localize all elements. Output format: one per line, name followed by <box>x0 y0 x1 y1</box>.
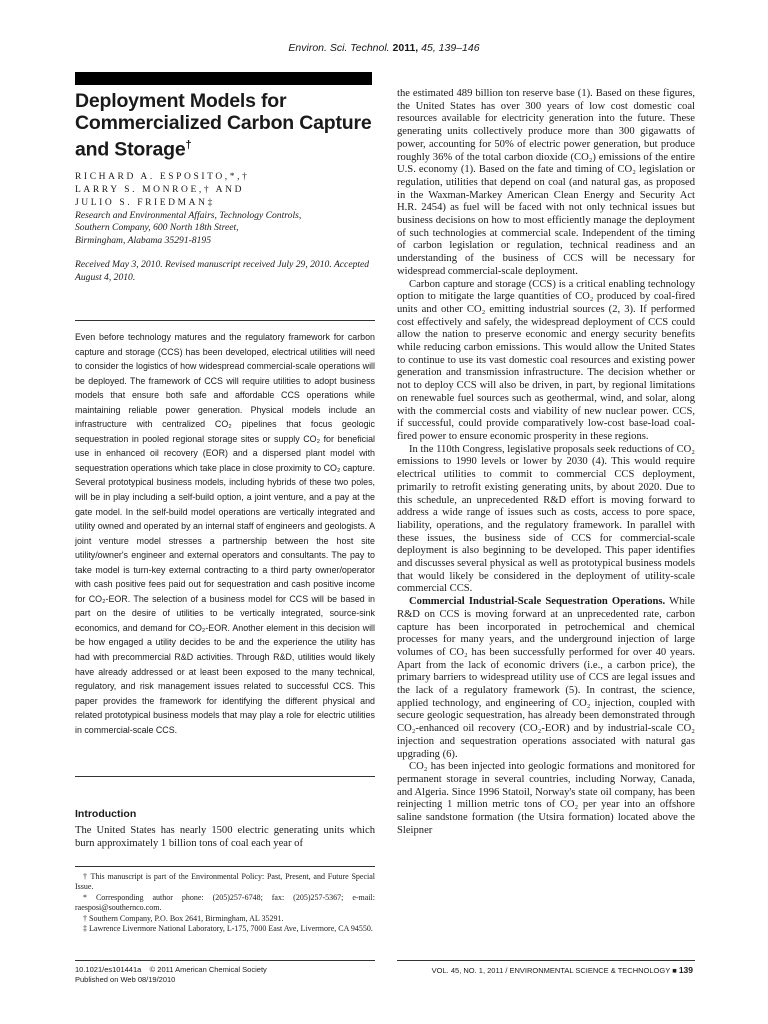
title-footnote-mark: † <box>185 139 192 151</box>
paragraph-3: In the 110th Congress, legislative proposals seek reductions of CO₂ emissions to 1990 levels or lower by 2030 (4). This would require electrical utilities to commit to commercial CCS deployment, primarily to retrofit existing generating units, by about 2020. Due to this schedule, an unprecedented R&D effort is moving forward to address a wide range of issues such as costs, access to pore space, liability, operations, and the regulatory framework. In parallel with these issues, the business side of CCS for commercial-scale deployment is also beginning to be developed. This paper identifies and discusses several physical as well as prototypical business models that would likely be considered in the deployment of utility-scale commercial CCS. <box>397 443 695 595</box>
footnote-3: † Southern Company, P.O. Box 2641, Birmingham, AL 35291. <box>83 913 284 923</box>
footnote-rule <box>75 866 375 867</box>
footnotes <box>75 872 375 934</box>
footer-rule-right <box>397 960 695 961</box>
author-3: JULIO S. FRIEDMAN‡ <box>75 197 215 208</box>
section-heading-commercial: Commercial Industrial-Scale Sequestration Operations. <box>409 596 666 608</box>
abstract-top-rule <box>75 320 375 321</box>
paragraph-1: the estimated 489 billion ton reserve base (1). Based on these figures, the United States has over 300 years of low cost domestic coal resources available for electricity generation into the future. These generating units collectively produce more than 300 gigawatts of power, accounting for 50% of electric power generation, but produce roughly 36% of the total carbon dioxide (CO₂) emissions of the entire U.S. economy (1). Based on the fate and timing of CO₂ legislation or regulation, utilities that depend on coal (and natural gas, as proposed in the Waxman-Markey American Clean Energy and Security Act H.R. 2454) as fuel will be faced with not only technical issues but business decisions on how to most efficiently manage the deployment of such technologies at commercial scale. Independent of the timing of carbon legislation or regulation, technical readiness and an understanding of the business of CCS will be necessary for widespread commercial-scale deployment. <box>397 88 695 277</box>
footnote-2: * Corresponding author phone: (205)257-6748; fax: (205)257-5367; e-mail: raesposi@southernco.com. <box>75 892 375 913</box>
abstract-bottom-rule <box>75 776 375 777</box>
journal-name: Environ. Sci. Technol. <box>288 42 390 54</box>
journal-year: 2011, <box>392 42 419 54</box>
affiliation <box>75 210 375 248</box>
journal-pages: 139–146 <box>438 42 480 54</box>
affiliation-line-3: Birmingham, Alabama 35291-8195 <box>75 234 211 246</box>
paragraph-4 <box>397 596 695 761</box>
section-text: While R&D on CCS is moving forward at an unprecedented rate, carbon capture has been incorporated in petrochemical and chemical processes for many years, and the underground injection of large volumes of CO₂ has been successfully performed for over 40 years. Apart from the lack of economic drivers (i.e., a carbon price), the primary barriers to widespread utility use of CCS are legal issues and the lack of a regulatory framework (5). In contrast, the science, applied technology, and engineering of CO₂ injection, coupled with secure geologic sequestration, has already been demonstrated through CO₂-enhanced oil recovery (CO₂-EOR) and by industrial-scale CO₂ injection and sequestration operations associated with natural gas upgrading (6). <box>397 596 695 760</box>
footnote-4: ‡ Lawrence Livermore National Laboratory, L-175, 7000 East Ave, Livermore, CA 94550. <box>83 924 373 934</box>
bullet-icon: ■ <box>672 966 677 975</box>
article-title <box>75 90 375 161</box>
footer-doi-line <box>75 965 267 975</box>
doi: 10.1021/es101441a <box>75 965 142 974</box>
section-heading-introduction: Introduction <box>75 808 137 820</box>
footer-right <box>432 965 693 976</box>
volume-info: VOL. 45, NO. 1, 2011 / ENVIRONMENTAL SCIENCE & TECHNOLOGY <box>431 966 671 975</box>
copyright: © 2011 American Chemical Society <box>149 965 267 974</box>
paragraph-5: CO₂ has been injected into geologic formations and monitored for permanent storage in several countries, including Norway, Canada, and Algeria. Since 1996 Statoil, Norway's state oil company, has been reinjecting 1 million metric tons of CO₂ per year into an offshore saline sandstone formation (the Utsira formation) located above the Sleipner <box>397 761 695 836</box>
author-2: LARRY S. MONROE,† AND <box>75 184 245 195</box>
published-date: Published on Web 08/19/2010 <box>75 975 176 984</box>
article-title-text: Deployment Models for Commercialized Carbon Capture and Storage <box>75 90 372 161</box>
paragraph-2: Carbon capture and storage (CCS) is a critical enabling technology option to mitigate the large quantities of CO₂ produced by coal-fired units and other CO₂ emitting industrial sources (2, 3). If performed cost effectively and safely, the widespread deployment of CCS could allow the nation to preserve economic and energy security benefits while reducing carbon emissions. This would allow the United States to continue to use its vast domestic coal resources and existing power generation and transmission infrastructure. The decision whether or not to deploy CCS will also be driven, in part, by regional limitations on renewable fuel sources such as geothermal, wind, and solar, along with the commercial costs and viability of new nuclear power. CCS, if successful, could provide comparatively low-cost base-load coal-fired power to ensure economic prosperity in these regions. <box>397 278 695 442</box>
affiliation-line-1: Research and Environmental Affairs, Technology Controls, <box>75 209 302 221</box>
introduction-text: The United States has nearly 1500 electric generating units which burn approximately 1 billion tons of coal each year of <box>75 825 375 850</box>
page-number: 139 <box>678 965 693 975</box>
affiliation-line-2: Southern Company, 600 North 18th Street, <box>75 222 239 234</box>
journal-volume: 45, <box>421 42 436 54</box>
author-list <box>75 171 375 210</box>
footer-rule-left <box>75 960 375 961</box>
abstract: Even before technology matures and the regulatory framework for carbon capture and storage (CCS) has been developed, electrical utilities will need to consider the logistics of how widespread commercial-scale operations will be deployed. The framework of CCS will require utilities to adopt business models that ensure both safe and affordable CCS operations while maintaining reliable power generation. Physical models include an infrastructure with centralized CO₂ pipelines that focus geologic sequestration in pooled regional storage sites or supply CO₂ for beneficial use in enhanced oil recovery (EOR) and a dispersed plant model with sequestration operations which take place in close proximity to CO₂ capture. Several prototypical business models, including hybrids of these two poles, will be in play including a self-build option, a joint venture, and a pay at the gate model. In the self-build model operations are vertically integrated and utility owned and operated by an internal staff of engineers and geologists. A joint venture model stresses a partnership between the host site utility/owner's engineer and external operators and consultants. The pay to take model is turn-key external contracting to a third party owner/operator with cash positive fees paid out for sequestration and cash positive income for CO₂-EOR. The selection of a business model for CCS will be based in part on the desire of utilities to be vertically integrated, source-sink economics, and demand for CO₂-EOR. Another element in this decision will be how engaged a utility decides to be and the experience the utility has had with precommercial R&D activities. Through R&D, utilities would likely have already addressed or at least been exposed to the many technical, regulatory, and risk management issues related to successful CCS. This paper provides the framework for identifying the different physical and related prototypical business models that may play a role for electric utilities in commercial-scale CCS. <box>75 332 375 735</box>
received-dates: Received May 3, 2010. Revised manuscript received July 29, 2010. Accepted August 4, 2010. <box>75 259 370 283</box>
journal-header <box>0 42 768 54</box>
footer-left <box>75 965 267 985</box>
author-1: RICHARD A. ESPOSITO,*,† <box>75 171 250 182</box>
left-column-header <box>75 90 375 284</box>
right-column-body <box>397 88 695 837</box>
footnote-1: † This manuscript is part of the Environmental Policy: Past, Present, and Future Special Issue. <box>75 872 375 892</box>
title-bar <box>75 72 372 85</box>
